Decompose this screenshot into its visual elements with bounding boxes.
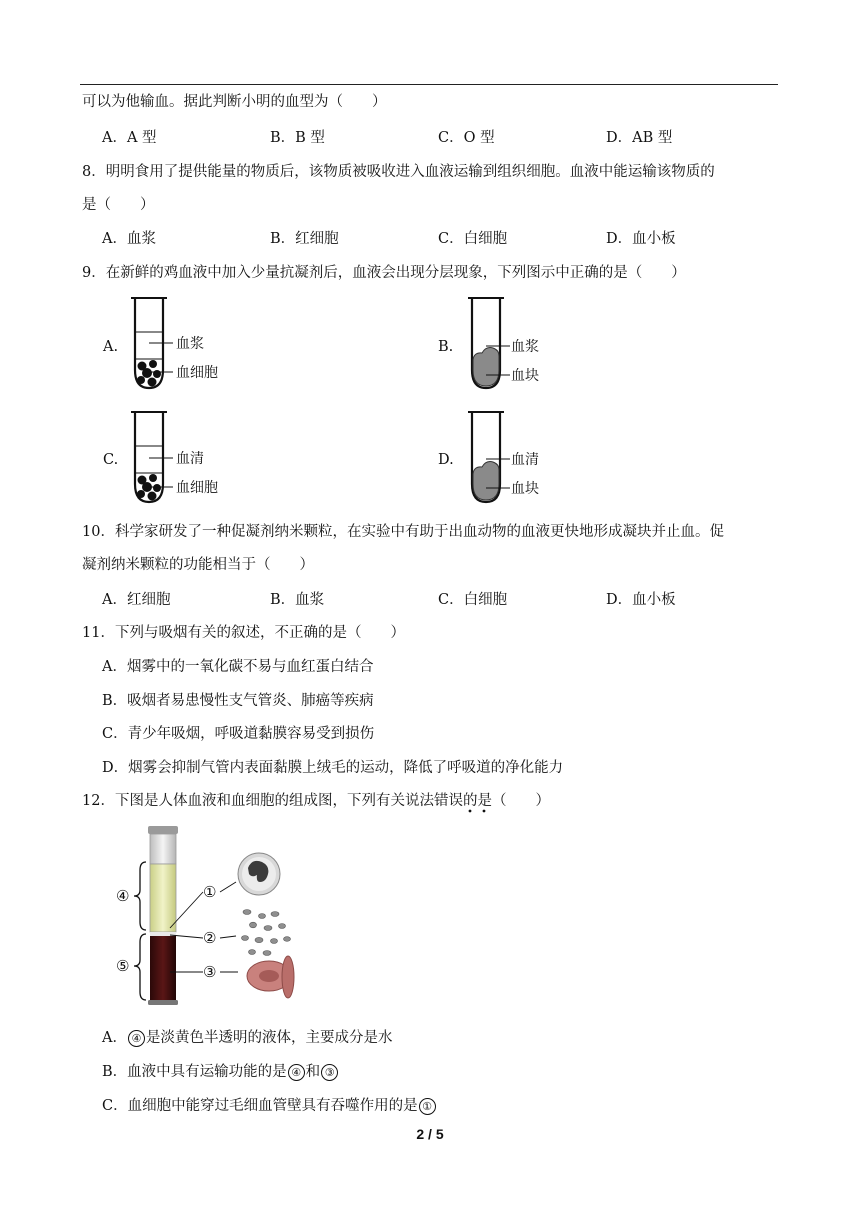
header-rule [80, 84, 778, 85]
q12-blood-composition-figure [112, 822, 312, 1012]
q7-option-d: D．AB 型 [606, 130, 673, 146]
circled-number: ① [419, 1098, 436, 1115]
q12-option-a-text: 是淡黄色半透明的液体，主要成分是水 [145, 1030, 393, 1046]
q9-fig-c-upper-label: 血清 [176, 451, 204, 467]
q7-option-a: A．A 型 [102, 130, 157, 146]
q12-label-3: ③ [203, 963, 217, 981]
q11-option-c: C．青少年吸烟，呼吸道黏膜容易受到损伤 [102, 726, 375, 742]
q8-option-a: A．血浆 [102, 231, 156, 247]
q11-stem: 11．下列与吸烟有关的叙述，不正确的是（ ） [82, 625, 405, 641]
q10-stem-line2: 凝剂纳米颗粒的功能相当于（ ） [82, 557, 314, 573]
q9-fig-d-lower-label: 血块 [511, 481, 539, 497]
q12-option-b-prefix: B．血液中具有运输功能的是 [102, 1064, 287, 1080]
q8-option-d: D．血小板 [606, 231, 676, 247]
q12-option-c-prefix: C．血细胞中能穿过毛细血管壁具有吞噬作用的是 [102, 1098, 418, 1114]
q12-label-5: ⑤ [116, 957, 130, 975]
q8-stem-line2: 是（ ） [82, 197, 155, 213]
q12-label-2: ② [203, 929, 217, 947]
q12-option-b-mid: 和 [305, 1064, 321, 1080]
q12-option-a-prefix: A． [102, 1030, 127, 1046]
q12-stem: 12．下图是人体血液和血细胞的组成图，下列有关说法错误的是（ ） [82, 793, 550, 809]
q9-fig-a-upper-label: 血浆 [176, 336, 204, 352]
q12-option-a [102, 1028, 392, 1048]
q10-option-d: D．血小板 [606, 592, 676, 608]
circled-number: ③ [321, 1064, 338, 1081]
q8-option-b: B．红细胞 [270, 231, 339, 247]
q10-option-a: A．红细胞 [102, 592, 171, 608]
q10-option-c: C．白细胞 [438, 592, 508, 608]
emphasis-dots [466, 808, 496, 814]
q9-fig-a-lower-label: 血细胞 [176, 365, 218, 381]
q9-fig-b-letter: B. [438, 339, 454, 355]
q9-fig-d-upper-label: 血清 [511, 452, 539, 468]
q11-option-b: B．吸烟者易患慢性支气管炎、肺癌等疾病 [102, 693, 374, 709]
q10-option-b: B．血浆 [270, 592, 325, 608]
q7-option-c: C．O 型 [438, 130, 495, 146]
circled-number: ④ [288, 1064, 305, 1081]
q12-option-b [102, 1062, 339, 1082]
q11-option-a: A．烟雾中的一氧化碳不易与血红蛋白结合 [102, 659, 374, 675]
circled-number: ④ [128, 1030, 145, 1047]
q8-stem-line1: 8．明明食用了提供能量的物质后，该物质被吸收进入血液运输到组织细胞。血液中能运输该物质的 [82, 164, 715, 180]
q9-fig-b-upper-label: 血浆 [511, 339, 539, 355]
q7-continuation: 可以为他输血。据此判断小明的血型为（ ） [82, 94, 387, 110]
page-number: 2 / 5 [416, 1126, 444, 1142]
q12-label-1: ① [203, 883, 217, 901]
q9-fig-b-lower-label: 血块 [511, 368, 539, 384]
q12-label-4: ④ [116, 887, 130, 905]
q9-fig-c-letter: C. [103, 452, 119, 468]
q8-option-c: C．白细胞 [438, 231, 508, 247]
q9-fig-c-lower-label: 血细胞 [176, 480, 218, 496]
q11-option-d: D．烟雾会抑制气管内表面黏膜上绒毛的运动，降低了呼吸道的净化能力 [102, 760, 564, 776]
q9-fig-a-letter: A. [103, 339, 119, 355]
q9-stem: 9．在新鲜的鸡血液中加入少量抗凝剂后，血液会出现分层现象，下列图示中正确的是（ ） [82, 265, 686, 281]
q9-fig-d-letter: D. [438, 452, 454, 468]
q12-option-c [102, 1096, 437, 1116]
q10-stem-line1: 10．科学家研发了一种促凝剂纳米颗粒，在实验中有助于出血动物的血液更快地形成凝块并止血。促 [82, 524, 724, 540]
q7-option-b: B．B 型 [270, 130, 325, 146]
